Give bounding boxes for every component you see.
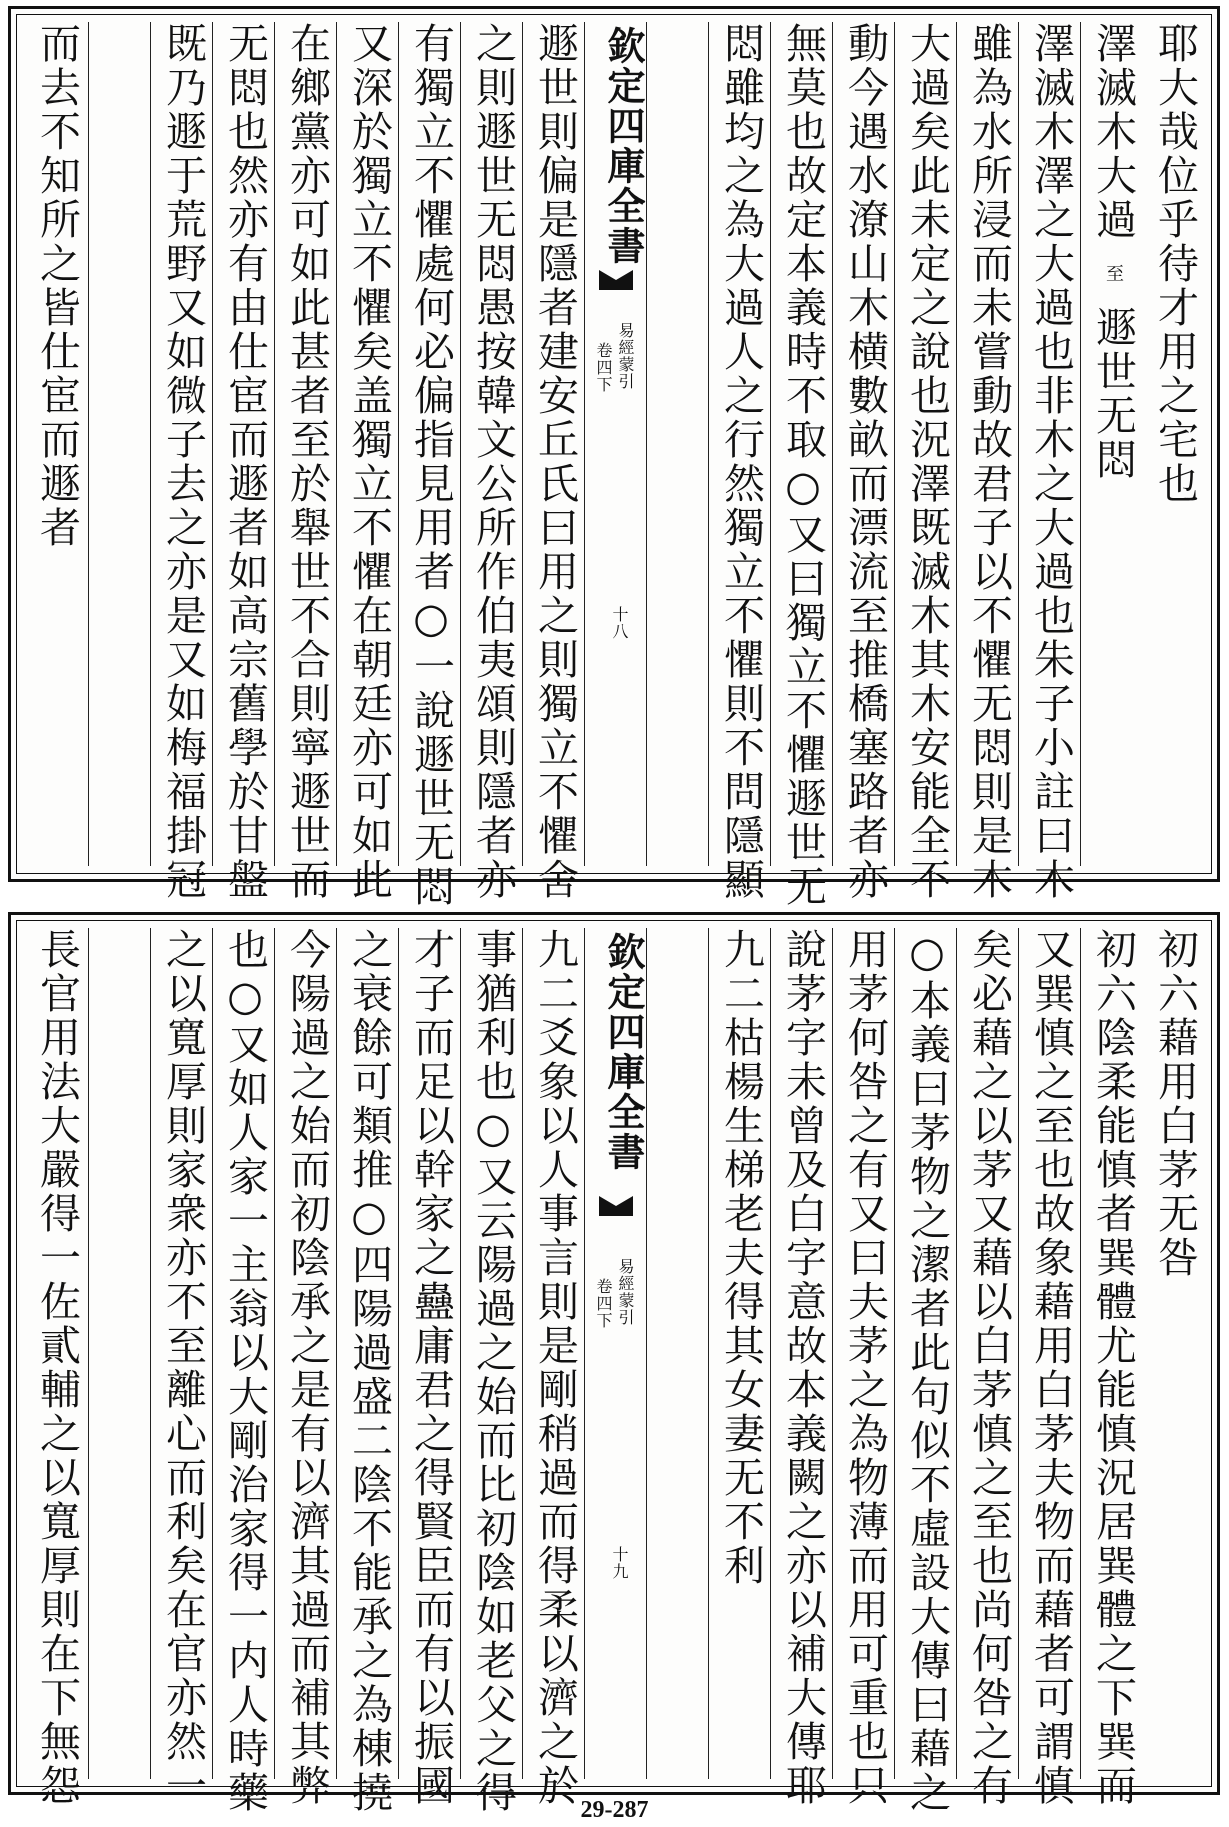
heading-column: [1082, 22, 1144, 482]
text-column: 用茅何咎之有又曰夫茅之為物薄而用可重也只: [841, 928, 889, 1808]
text-column: 之則遯世无悶愚按韓文公所作伯夷頌則隱者亦: [469, 22, 517, 902]
column-rule: [150, 928, 151, 1779]
center-title: 欽定四庫全書: [601, 26, 646, 266]
text-column: 又深於獨立不懼矣盖獨立不懼在朝廷亦可如此: [345, 22, 393, 902]
text-column: 初六陰柔能慎者巽體尤能慎況居巽體之下巽而: [1089, 928, 1137, 1808]
text-column: 也○又如人家一主翁以大剛治家得一内人時藥: [221, 928, 269, 1815]
note-small: 至: [1103, 264, 1124, 282]
heading-column: 九二枯楊生梯老夫得其女妻无不利: [717, 928, 765, 1588]
text-column: 無莫也故定本義時不取○又曰獨立不懼遯世无: [779, 22, 827, 909]
text-column: 九二爻象以人事言則是剛稍過而得柔以濟之於: [531, 928, 579, 1808]
text-column: 大過矣此未定之說也況澤既滅木其木安能全不: [903, 22, 951, 902]
heading-text: 澤滅木大過: [1089, 22, 1137, 242]
text-column: 有獨立不懼處何必偏指見用者○一說遯世无悶: [407, 22, 455, 909]
text-column: 无悶也然亦有由仕宦而遯者如高宗舊學於甘盤: [221, 22, 269, 902]
center-strip: [586, 928, 646, 1779]
text-column: 之以寬厚則家衆亦不至離心而利矣在官亦然一: [159, 928, 207, 1808]
heading-tail: 遯世无悶: [1089, 306, 1137, 482]
center-folio: 十八: [610, 606, 629, 640]
center-book: 易經蒙引: [616, 1258, 635, 1326]
column-rule: [88, 928, 89, 1779]
column-rule: [88, 22, 89, 866]
center-juan: 卷四下: [594, 1278, 613, 1329]
center-book: 易經蒙引: [616, 322, 635, 390]
text-column: 耶大哉位乎待才用之宅也: [1151, 22, 1199, 506]
center-title: 欽定四庫全書: [601, 932, 646, 1172]
text-column: 才子而足以幹家之蠱庸君之得賢臣而有以振國: [407, 928, 455, 1808]
page-number: 29-287: [580, 1797, 649, 1823]
text-column: 之衰餘可類推○四陽過盛二陰不能承之為棟撓: [345, 928, 393, 1815]
top-page: [8, 6, 1220, 909]
text-column: 事猶利也○又云陽過之始而比初陰如老父之得: [469, 928, 517, 1815]
heading-column: 初六藉用白茅无咎: [1151, 928, 1199, 1280]
fish-tail-mark-icon: [599, 270, 633, 290]
text-column: 澤滅木澤之大過也非木之大過也朱子小註曰木: [1027, 22, 1075, 902]
text-column: 悶雖均之為大過人之行然獨立不懼則不問隱顯: [717, 22, 765, 902]
center-juan: 卷四下: [594, 342, 613, 393]
column-rule: [708, 928, 709, 1779]
center-folio: 十九: [610, 1546, 629, 1580]
text-column: 又巽慎之至也故象藉用白茅夫物而藉者可謂慎: [1027, 928, 1075, 1808]
column-rule: [150, 22, 151, 866]
text-column: 說茅字未曾及白字意故本義闕之亦以補大傳耶: [779, 928, 827, 1808]
text-column: 雖為水所浸而未嘗動故君子以不懼无悶則是木: [965, 22, 1013, 902]
fish-tail-mark-icon: [599, 1196, 633, 1216]
center-strip: [586, 22, 646, 866]
column-rule: [708, 22, 709, 866]
text-column: 既乃遯于荒野又如微子去之亦是又如梅福掛冠: [159, 22, 207, 902]
text-column: 而去不知所之皆仕宦而遯者: [33, 22, 81, 550]
text-column: 在鄉黨亦可如此甚者至於舉世不合則寧遯世而: [283, 22, 331, 902]
text-column: ○本義曰茅物之潔者此句似不虛設大傳曰藉之: [903, 928, 951, 1815]
text-column: 今陽過之始而初陰承之是有以濟其過而補其弊: [283, 928, 331, 1808]
text-column: 動今遇水潦山木横數畝而漂流至推橋塞路者亦: [841, 22, 889, 902]
text-column: 遯世則偏是隱者建安丘氏曰用之則獨立不懼舍: [531, 22, 579, 902]
text-column: 矣必藉之以茅又藉以白茅慎之至也尚何咎之有: [965, 928, 1013, 1808]
text-column: 長官用法大嚴得一佐貳輔之以寬厚則在下無怨: [33, 928, 81, 1808]
